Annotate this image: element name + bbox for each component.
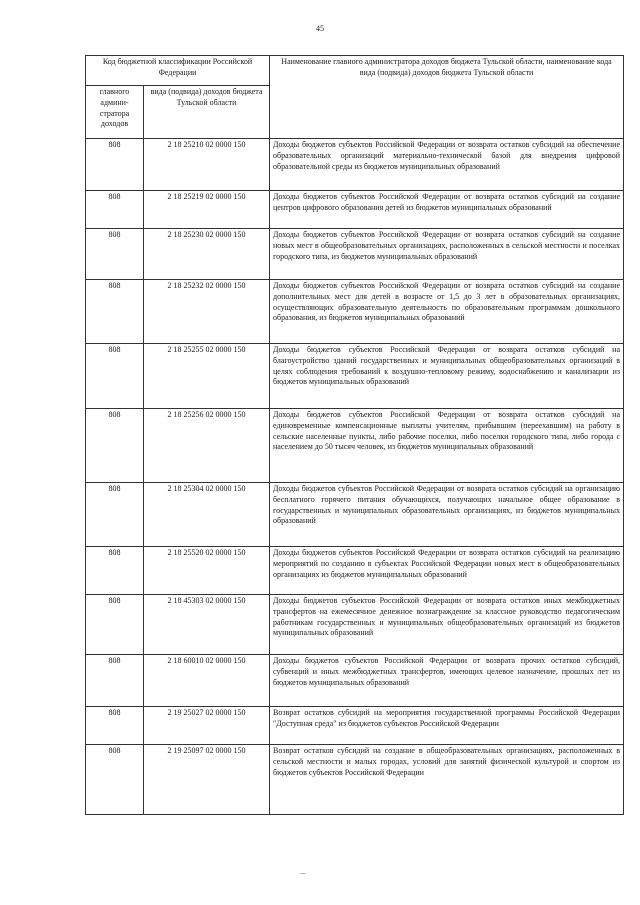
table-row bbox=[86, 344, 624, 409]
revenue-code-cell: 2 18 60010 02 0000 150 bbox=[144, 655, 270, 707]
revenue-code-cell: 2 18 25230 02 0000 150 bbox=[144, 229, 270, 280]
page-number: 45 bbox=[316, 24, 324, 33]
admin-code-cell: 808 bbox=[86, 409, 144, 483]
revenue-code-cell: 2 18 45303 02 0000 150 bbox=[144, 595, 270, 655]
revenue-name-cell: Доходы бюджетов субъектов Российской Федерации от возврата остатков субсидий на благоустройство зданий государственных и муниципальных общеобразовательных организаций в целях соблюдения требований к воздушно-тепловому режиму, водоснабжению и канализации из бюджетов муниципальных образований bbox=[270, 344, 624, 409]
admin-code-cell: 808 bbox=[86, 745, 144, 815]
table-row bbox=[86, 280, 624, 344]
header-admin-column: главного админи-стратора доходов bbox=[86, 86, 144, 139]
admin-code-cell: 808 bbox=[86, 229, 144, 280]
revenue-name-cell: Доходы бюджетов субъектов Российской Федерации от возврата остатков иных межбюджетных трансфертов на ежемесячное денежное вознаграждение за классное руководство педагогическим работникам государственных и муниципальных общеобразовательных организаций из бюджетов муниципальных образований bbox=[270, 595, 624, 655]
admin-code-cell: 808 bbox=[86, 280, 144, 344]
revenue-name-cell: Доходы бюджетов субъектов Российской Федерации от возврата остатков субсидий на организацию бесплатного горячего питания обучающихся, получающих начальное общее образование в государственных и муниципальных образовательных организациях, из бюджетов муниципальных образований bbox=[270, 483, 624, 547]
revenue-name-cell: Возврат остатков субсидий на создание в общеобразовательных организациях, расположенных в сельской местности и малых городах, условий для занятий физической культурой и спортом из бюджетов субъектов Российской Федерации bbox=[270, 745, 624, 815]
table-row bbox=[86, 745, 624, 815]
revenue-name-cell: Доходы бюджетов субъектов Российской Федерации от возврата остатков субсидий на создание новых мест в общеобразовательных организациях, расположенных в сельской местности и поселках городского типа, из бюджетов муниципальных образований bbox=[270, 229, 624, 280]
header-code-group: Код бюджетной классификации Российской Федерации bbox=[86, 56, 270, 86]
admin-code-cell: 808 bbox=[86, 344, 144, 409]
table-row bbox=[86, 655, 624, 707]
revenue-name-cell: Возврат остатков субсидий на мероприятия государственной программы Российской Федерации "Доступная среда" из бюджетов субъектов Российской Федерации bbox=[270, 707, 624, 745]
table-row bbox=[86, 409, 624, 483]
header-name-column: Наименование главного администратора доходов бюджета Тульской области, наименование кода вида (подвида) доходов бюджета Тульской области bbox=[270, 56, 624, 139]
admin-code-cell: 808 bbox=[86, 547, 144, 595]
table-row bbox=[86, 483, 624, 547]
admin-code-cell: 808 bbox=[86, 707, 144, 745]
table-row bbox=[86, 595, 624, 655]
table-row bbox=[86, 547, 624, 595]
revenue-name-cell: Доходы бюджетов субъектов Российской Федерации от возврата остатков субсидий на реализацию мероприятий по созданию в субъектах Российской Федерации новых мест в общеобразовательных организациях из бюджетов муниципальных образований bbox=[270, 547, 624, 595]
scan-speck bbox=[300, 873, 306, 874]
revenue-code-cell: 2 18 25256 02 0000 150 bbox=[144, 409, 270, 483]
revenue-code-cell: 2 18 25304 02 0000 150 bbox=[144, 483, 270, 547]
admin-code-cell: 808 bbox=[86, 139, 144, 191]
admin-code-cell: 808 bbox=[86, 191, 144, 229]
revenue-name-cell: Доходы бюджетов субъектов Российской Федерации от возврата прочих остатков субсидий, субвенций и иных межбюджетных трансфертов, имеющих целевое назначение, прошлых лет из бюджетов муниципальных образований bbox=[270, 655, 624, 707]
table-row bbox=[86, 707, 624, 745]
revenue-name-cell: Доходы бюджетов субъектов Российской Федерации от возврата остатков субсидий на создание центров цифрового образования детей из бюджетов муниципальных образований bbox=[270, 191, 624, 229]
admin-code-cell: 808 bbox=[86, 655, 144, 707]
revenue-code-cell: 2 18 25210 02 0000 150 bbox=[144, 139, 270, 191]
admin-code-cell: 808 bbox=[86, 483, 144, 547]
revenue-name-cell: Доходы бюджетов субъектов Российской Федерации от возврата остатков субсидий на обеспечение образовательных организаций материально-технической базой для внедрения цифровой образовательной среды из бюджетов муниципальных образований bbox=[270, 139, 624, 191]
revenue-name-cell: Доходы бюджетов субъектов Российской Федерации от возврата остатков субсидий на создание дополнительных мест для детей в возрасте от 1,5 до 3 лет в образовательных организациях, осуществляющих образовательную деятельность по образовательным программам дошкольного образования, из бюджетов муниципальных образований bbox=[270, 280, 624, 344]
table-row bbox=[86, 139, 624, 191]
table-row bbox=[86, 229, 624, 280]
revenue-code-cell: 2 19 25027 02 0000 150 bbox=[144, 707, 270, 745]
budget-classification-table bbox=[85, 55, 624, 815]
admin-code-cell: 808 bbox=[86, 595, 144, 655]
revenue-code-cell: 2 18 25232 02 0000 150 bbox=[144, 280, 270, 344]
revenue-name-cell: Доходы бюджетов субъектов Российской Федерации от возврата остатков субсидий на единовременные компенсационные выплаты учителям, прибывшим (переехавшим) на работу в сельские населенные пункты, либо рабочие поселки, либо поселки городского типа, либо города с населением до 50 тысяч человек, из бюджетов муниципальных образований bbox=[270, 409, 624, 483]
revenue-code-cell: 2 18 25520 02 0000 150 bbox=[144, 547, 270, 595]
header-revenue-code-column: вида (подвида) доходов бюджета Тульской области bbox=[144, 86, 270, 139]
table-row bbox=[86, 191, 624, 229]
revenue-code-cell: 2 19 25097 02 0000 150 bbox=[144, 745, 270, 815]
revenue-code-cell: 2 18 25255 02 0000 150 bbox=[144, 344, 270, 409]
header-row-group bbox=[86, 56, 624, 86]
revenue-code-cell: 2 18 25219 02 0000 150 bbox=[144, 191, 270, 229]
